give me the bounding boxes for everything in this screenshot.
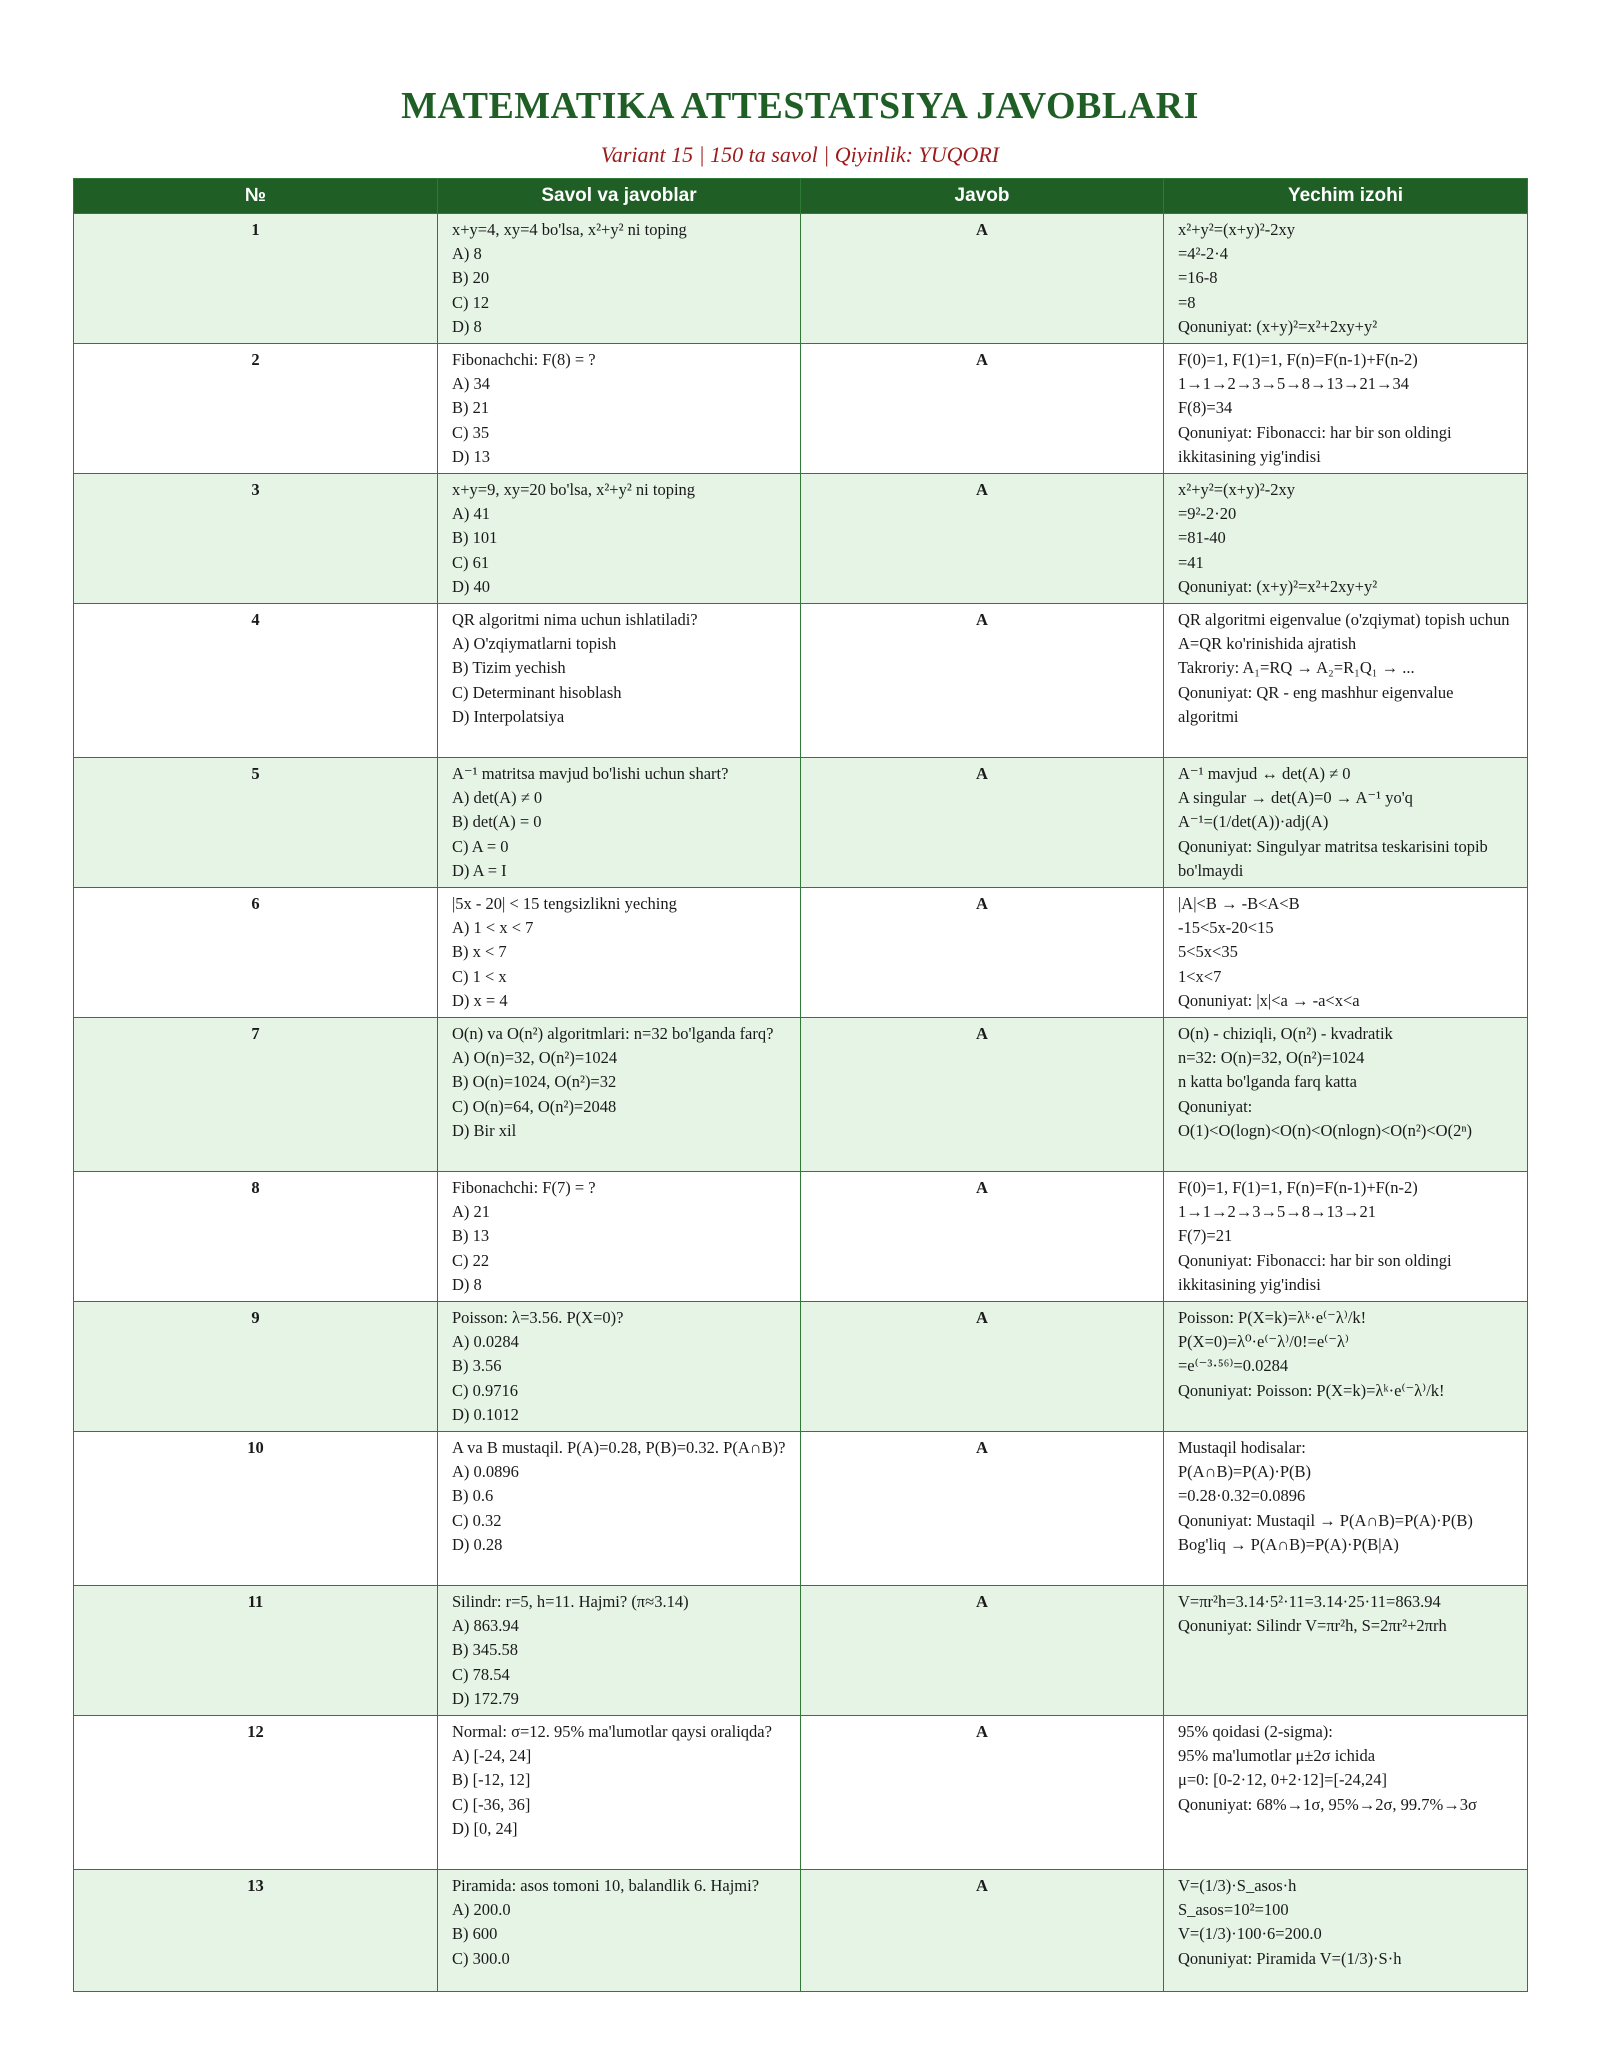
solution-line: V=πr²h=3.14·5²·11=3.14·25·11=863.94 [1178,1592,1441,1611]
question-cell [438,344,801,474]
solution-line: =4²-2·4 [1178,244,1228,264]
question-cell [438,758,801,888]
solution-line: F(7)=21 [1178,1226,1233,1246]
question-number: 1 [74,214,438,344]
solution-line: S_asos=10²=100 [1178,1900,1289,1920]
question-number: 2 [74,344,438,474]
answer-option: A) 34 [452,374,491,394]
answer-option: C) 1 < x [452,966,507,986]
solution-line: Poisson: P(X=k)=λᵏ·e⁽⁻λ⁾/k! [1178,1308,1367,1327]
solution-line: P(A∩B)=P(A)·P(B) [1178,1462,1312,1482]
question-text: A va B mustaqil. P(A)=0.28, P(B)=0.32. P(A∩B)? [452,1438,786,1457]
table-body [74,214,1528,1992]
solution-line: Qonuniyat: Silindr V=πr²h, S=2πr²+2πrh [1178,1616,1447,1636]
solution-line: O(1)<O(logn)<O(n)<O(nlogn)<O(n²)<O(2ⁿ) [1178,1120,1473,1140]
question-cell [438,1586,801,1716]
answer-option: A) 21 [452,1202,491,1222]
column-header-number: № [74,179,438,214]
answer-option: B) det(A) = 0 [452,812,542,832]
question-number: 9 [74,1302,438,1432]
solution-line: Bog'liq → P(A∩B)=P(A)·P(B|A) [1178,1534,1399,1554]
question-text: Piramida: asos tomoni 10, balandlik 6. Hajmi? [452,1876,760,1895]
question-cell [438,1302,801,1432]
solution-line: 5<5x<35 [1178,942,1238,962]
answer-option: B) 13 [452,1226,490,1246]
table-row [74,1716,1528,1870]
answer-option: B) 101 [452,528,498,548]
solution-line: =e⁽⁻³·⁵⁶⁾=0.0284 [1178,1356,1289,1376]
solution-line: 95% ma'lumotlar μ±2σ ichida [1178,1746,1376,1766]
question-number: 3 [74,474,438,604]
solution-cell [1164,604,1528,758]
question-text: A⁻¹ matritsa mavjud bo'lishi uchun shart? [452,764,729,783]
solution-cell [1164,1586,1528,1716]
solution-line: Qonuniyat: Fibonacci: har bir son oldingi ikkitasining yig'indisi [1178,422,1452,466]
solution-line: Qonuniyat: |x|<a → -a<x<a [1178,990,1360,1010]
answer-option: B) x < 7 [452,942,507,962]
solution-line: =41 [1178,552,1204,572]
question-cell [438,214,801,344]
answer-option: D) 8 [452,316,482,336]
question-cell [438,1870,801,1992]
table-row [74,1172,1528,1302]
answer-option: B) 0.6 [452,1486,494,1506]
answer-option: A) 8 [452,244,482,264]
question-number: 13 [74,1870,438,1992]
answer-option: A) O(n)=32, O(n²)=1024 [452,1048,618,1068]
answer-option: D) [0, 24] [452,1818,518,1838]
answer-option: C) 300.0 [452,1948,510,1968]
table-row [74,1870,1528,1992]
answer-option: D) 0.28 [452,1534,503,1554]
question-cell [438,604,801,758]
table-row [74,758,1528,888]
question-cell [438,474,801,604]
solution-line: Qonuniyat: 68%→1σ, 95%→2σ, 99.7%→3σ [1178,1794,1477,1814]
answer-option: B) [-12, 12] [452,1770,531,1790]
solution-cell [1164,1302,1528,1432]
answer-option: D) 13 [452,446,491,466]
question-cell [438,1432,801,1586]
solution-line: V=(1/3)·100·6=200.0 [1178,1924,1322,1944]
solution-line: Mustaqil hodisalar: [1178,1438,1306,1457]
solution-line: 1<x<7 [1178,966,1222,986]
answer-option: B) O(n)=1024, O(n²)=32 [452,1072,617,1092]
correct-answer: A [801,214,1164,344]
solution-cell [1164,1432,1528,1586]
column-header-solution: Yechim izohi [1164,179,1528,214]
answer-option: D) 8 [452,1274,482,1294]
answer-option: C) 0.9716 [452,1380,518,1400]
solution-line: x²+y²=(x+y)²-2xy [1178,480,1295,499]
question-cell [438,888,801,1018]
solution-line: =8 [1178,292,1196,312]
table-row [74,1432,1528,1586]
question-number: 8 [74,1172,438,1302]
answer-option: C) 0.32 [452,1510,502,1530]
solution-line: QR algoritmi eigenvalue (o'zqiymat) topish uchun [1178,610,1510,629]
solution-line: x²+y²=(x+y)²-2xy [1178,220,1295,239]
solution-line: Qonuniyat: [1178,1096,1253,1116]
question-number: 10 [74,1432,438,1586]
question-text: Fibonachchi: F(7) = ? [452,1178,596,1197]
table-row [74,1586,1528,1716]
answer-option: D) A = I [452,860,507,880]
solution-line: F(0)=1, F(1)=1, F(n)=F(n-1)+F(n-2) [1178,350,1418,369]
correct-answer: A [801,474,1164,604]
solution-cell [1164,1018,1528,1172]
column-header-question: Savol va javoblar [438,179,801,214]
solution-line: F(0)=1, F(1)=1, F(n)=F(n-1)+F(n-2) [1178,1178,1418,1197]
correct-answer: A [801,888,1164,1018]
answer-option: C) 78.54 [452,1664,510,1684]
correct-answer: A [801,1432,1164,1586]
table-row [74,1302,1528,1432]
question-number: 11 [74,1586,438,1716]
answer-option: B) 600 [452,1924,498,1944]
solution-line: Qonuniyat: QR - eng mashhur eigenvalue algoritmi [1178,682,1454,726]
solution-line: Qonuniyat: Fibonacci: har bir son oldingi ikkitasining yig'indisi [1178,1250,1452,1294]
solution-line: P(X=0)=λ⁰·e⁽⁻λ⁾/0!=e⁽⁻λ⁾ [1178,1332,1349,1352]
question-number: 5 [74,758,438,888]
solution-line: =16-8 [1178,268,1218,288]
correct-answer: A [801,758,1164,888]
solution-line: |A|<B → -B<A<B [1178,894,1300,913]
correct-answer: A [801,1586,1164,1716]
solution-line: =81-40 [1178,528,1226,548]
correct-answer: A [801,1172,1164,1302]
answer-option: A) det(A) ≠ 0 [452,788,543,808]
answer-option: C) O(n)=64, O(n²)=2048 [452,1096,617,1116]
correct-answer: A [801,1302,1164,1432]
question-text: QR algoritmi nima uchun ishlatiladi? [452,610,698,629]
question-text: Fibonachchi: F(8) = ? [452,350,596,369]
solution-line: Qonuniyat: Mustaqil → P(A∩B)=P(A)·P(B) [1178,1510,1473,1530]
answer-option: A) 41 [452,504,491,524]
solution-line: V=(1/3)·S_asos·h [1178,1876,1297,1895]
answer-option: D) Interpolatsiya [452,706,565,726]
solution-cell [1164,1172,1528,1302]
question-number: 7 [74,1018,438,1172]
solution-line: F(8)=34 [1178,398,1233,418]
question-text: Silindr: r=5, h=11. Hajmi? (π≈3.14) [452,1592,689,1611]
answer-option: C) Determinant hisoblash [452,682,622,702]
correct-answer: A [801,1716,1164,1870]
question-text: O(n) va O(n²) algoritmlari: n=32 bo'lganda farq? [452,1024,774,1043]
solution-cell [1164,214,1528,344]
solution-line: Qonuniyat: (x+y)²=x²+2xy+y² [1178,316,1378,336]
solution-line: Qonuniyat: Singulyar matritsa teskarisini topib bo'lmaydi [1178,836,1488,880]
correct-answer: A [801,344,1164,474]
answer-option: A) [-24, 24] [452,1746,532,1766]
answer-option: C) 12 [452,292,490,312]
solution-line: 1→1→2→3→5→8→13→21→34 [1178,374,1409,394]
solution-line: A=QR ko'rinishida ajratish [1178,634,1357,654]
answer-option: C) A = 0 [452,836,509,856]
solution-line: Qonuniyat: Piramida V=(1/3)·S·h [1178,1948,1402,1968]
table-row [74,344,1528,474]
page-title: MATEMATIKA ATTESTATSIYA JAVOBLARI [401,85,1199,127]
solution-line: Qonuniyat: (x+y)²=x²+2xy+y² [1178,576,1378,596]
solution-line: 95% qoidasi (2-sigma): [1178,1722,1333,1741]
correct-answer: A [801,604,1164,758]
question-number: 12 [74,1716,438,1870]
solution-line: n katta bo'lganda farq katta [1178,1072,1357,1092]
answer-option: D) Bir xil [452,1120,517,1140]
solution-line: A⁻¹=(1/det(A))·adj(A) [1178,812,1329,832]
solution-line: O(n) - chiziqli, O(n²) - kvadratik [1178,1024,1393,1043]
solution-line: 1→1→2→3→5→8→13→21 [1178,1202,1376,1222]
solution-line: Takroriy: A₁=RQ → A₂=R₁Q₁ → ... [1178,658,1415,678]
solution-line: -15<5x-20<15 [1178,918,1274,938]
solution-line: A singular → det(A)=0 → A⁻¹ yo'q [1178,788,1413,808]
question-text: x+y=9, xy=20 bo'lsa, x²+y² ni toping [452,480,696,499]
solution-cell [1164,344,1528,474]
table-row [74,1018,1528,1172]
answer-option: B) 20 [452,268,490,288]
answer-option: D) 172.79 [452,1688,519,1708]
answer-option: A) O'zqiymatlarni topish [452,634,617,654]
solution-line: =9²-2·20 [1178,504,1237,524]
question-text: Poisson: λ=3.56. P(X=0)? [452,1308,624,1327]
answer-option: D) x = 4 [452,990,508,1010]
solution-line: Qonuniyat: Poisson: P(X=k)=λᵏ·e⁽⁻λ⁾/k! [1178,1380,1445,1400]
answer-option: A) 200.0 [452,1900,511,1920]
answer-option: A) 0.0284 [452,1332,519,1352]
answers-table [73,178,1528,1992]
column-header-answer: Javob [801,179,1164,214]
answer-option: B) 345.58 [452,1640,518,1660]
answer-option: B) 21 [452,398,490,418]
solution-cell [1164,1870,1528,1992]
answer-option: A) 0.0896 [452,1462,519,1482]
question-number: 6 [74,888,438,1018]
solution-line: =0.28·0.32=0.0896 [1178,1486,1306,1506]
question-text: |5x - 20| < 15 tengsizlikni yeching [452,894,677,913]
answer-option: B) 3.56 [452,1356,502,1376]
question-text: x+y=4, xy=4 bo'lsa, x²+y² ni toping [452,220,687,239]
page-subtitle: Variant 15 | 150 ta savol | Qiyinlik: YUQORI [600,142,1000,167]
solution-cell [1164,888,1528,1018]
question-cell [438,1716,801,1870]
table-row [74,214,1528,344]
answer-option: B) Tizim yechish [452,658,566,678]
question-text: Normal: σ=12. 95% ma'lumotlar qaysi oraliqda? [452,1722,772,1741]
solution-line: μ=0: [0-2·12, 0+2·12]=[-24,24] [1178,1770,1388,1790]
table-row [74,888,1528,1018]
correct-answer: A [801,1018,1164,1172]
answer-option: C) 61 [452,552,490,572]
solution-cell [1164,1716,1528,1870]
solution-cell [1164,474,1528,604]
table-row [74,474,1528,604]
answer-option: A) 1 < x < 7 [452,918,534,938]
question-number: 4 [74,604,438,758]
answer-option: A) 863.94 [452,1616,519,1636]
solution-line: n=32: O(n)=32, O(n²)=1024 [1178,1048,1365,1068]
correct-answer: A [801,1870,1164,1992]
solution-cell [1164,758,1528,888]
question-cell [438,1018,801,1172]
answer-option: D) 0.1012 [452,1404,519,1424]
table-header [74,179,1528,214]
solution-line: A⁻¹ mavjud ↔ det(A) ≠ 0 [1178,764,1351,783]
question-cell [438,1172,801,1302]
answer-option: C) 35 [452,422,490,442]
answer-option: C) 22 [452,1250,490,1270]
table-row [74,604,1528,758]
answer-option: D) 40 [452,576,491,596]
answer-option: C) [-36, 36] [452,1794,531,1814]
